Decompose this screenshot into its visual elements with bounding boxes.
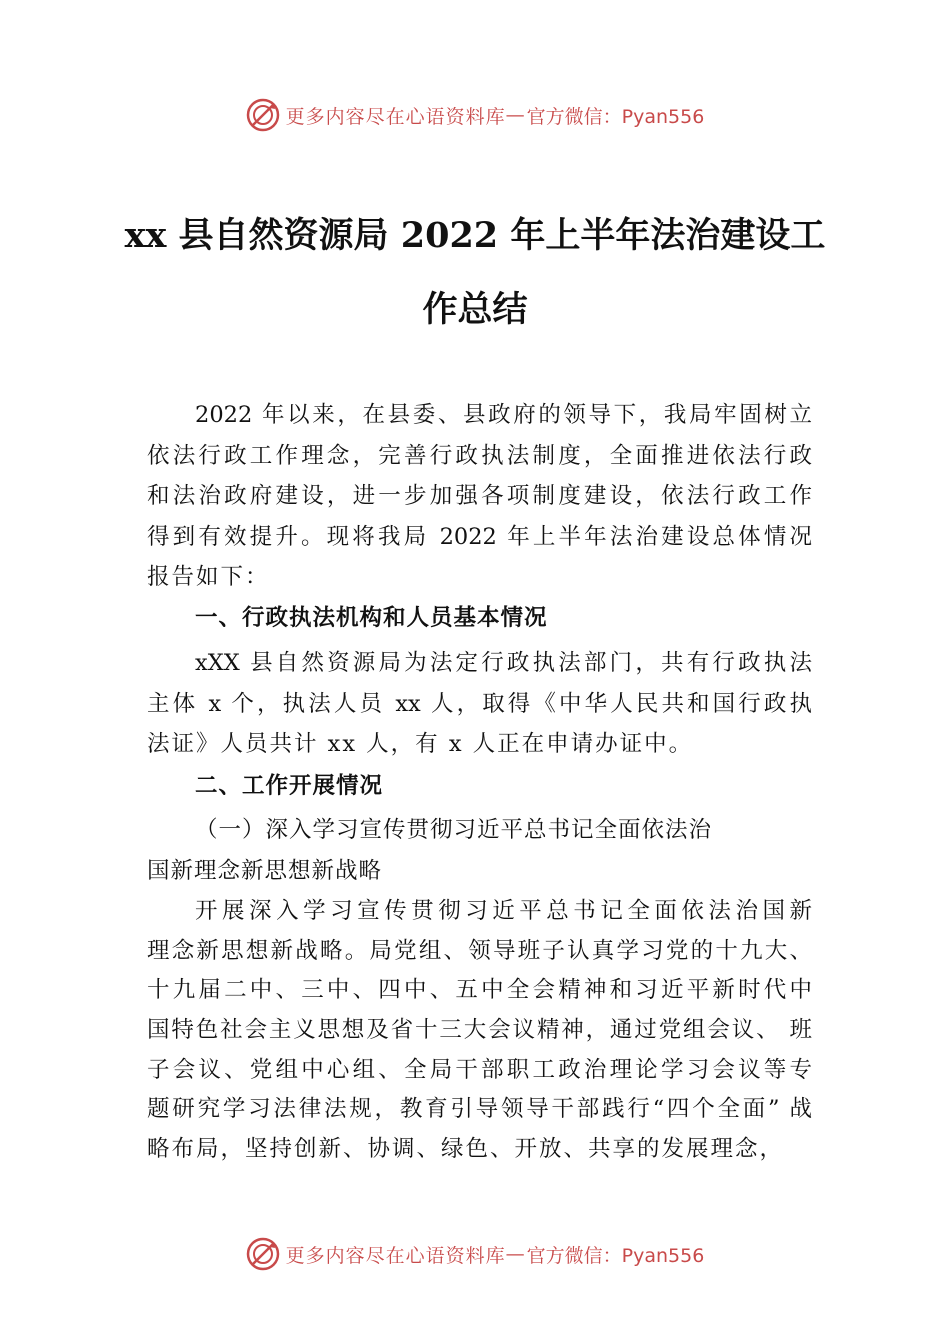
paragraph-line: 报告如下：	[147, 564, 270, 590]
header-banner	[0, 95, 950, 135]
section-heading-1: 一、行政执法机构和人员基本情况	[195, 605, 548, 631]
banner-wechat: 官方微信：Pyan556	[526, 1244, 705, 1267]
document-title-line-2: 作总结	[422, 289, 528, 330]
paragraph-line: 主体 x 个，执法人员 xx 人，取得《中华人民共和国行政执	[147, 691, 812, 717]
subsection-heading-line: （一）深入学习宣传贯彻习近平总书记全面依法治	[195, 817, 713, 843]
banner-separator: —	[505, 104, 525, 126]
document-title-line-1: xx 县自然资源局 2022 年上半年法治建设工	[124, 215, 826, 256]
subsection-heading-line: 国新理念新思想新战略	[147, 858, 383, 884]
logo-icon	[246, 1237, 280, 1271]
paragraph-line: 和法治政府建设，进一步加强各项制度建设，依法行政工作	[147, 483, 812, 509]
paragraph-line: 理念新思想新战略。局党组、领导班子认真学习党的十九大、	[147, 938, 812, 964]
paragraph-line: 题研究学习法律法规，教育引导领导干部践行“四个全面” 战	[147, 1096, 812, 1122]
footer-banner	[0, 1234, 950, 1274]
banner-text: 更多内容尽在心语资料库	[285, 105, 506, 128]
paragraph-line: 国特色社会主义思想及省十三大会议精神，通过党组会议、 班	[147, 1017, 812, 1043]
paragraph-line: 得到有效提升。现将我局 2022 年上半年法治建设总体情况	[147, 524, 812, 550]
section-heading-2: 二、工作开展情况	[195, 773, 384, 799]
paragraph-line: 略布局，坚持创新、协调、绿色、开放、共享的发展理念，	[147, 1136, 785, 1162]
paragraph-line: 法证》人员共计 xx 人，有 x 人正在申请办证中。	[147, 731, 694, 757]
paragraph-line: xXX 县自然资源局为法定行政执法部门，共有行政执法	[195, 650, 812, 676]
paragraph-line: 2022 年以来，在县委、县政府的领导下，我局牢固树立	[195, 402, 812, 428]
banner-separator: —	[505, 1243, 525, 1265]
paragraph-line: 依法行政工作理念，完善行政执法制度，全面推进依法行政	[147, 443, 812, 469]
paragraph-line: 开展深入学习宣传贯彻习近平总书记全面依法治国新	[195, 898, 812, 924]
banner-wechat: 官方微信：Pyan556	[526, 105, 705, 128]
paragraph-line: 子会议、党组中心组、全局干部职工政治理论学习会议等专	[147, 1057, 812, 1083]
paragraph-line: 十九届二中、三中、四中、五中全会精神和习近平新时代中	[147, 977, 812, 1003]
logo-icon	[246, 98, 280, 132]
banner-text: 更多内容尽在心语资料库	[285, 1244, 506, 1267]
